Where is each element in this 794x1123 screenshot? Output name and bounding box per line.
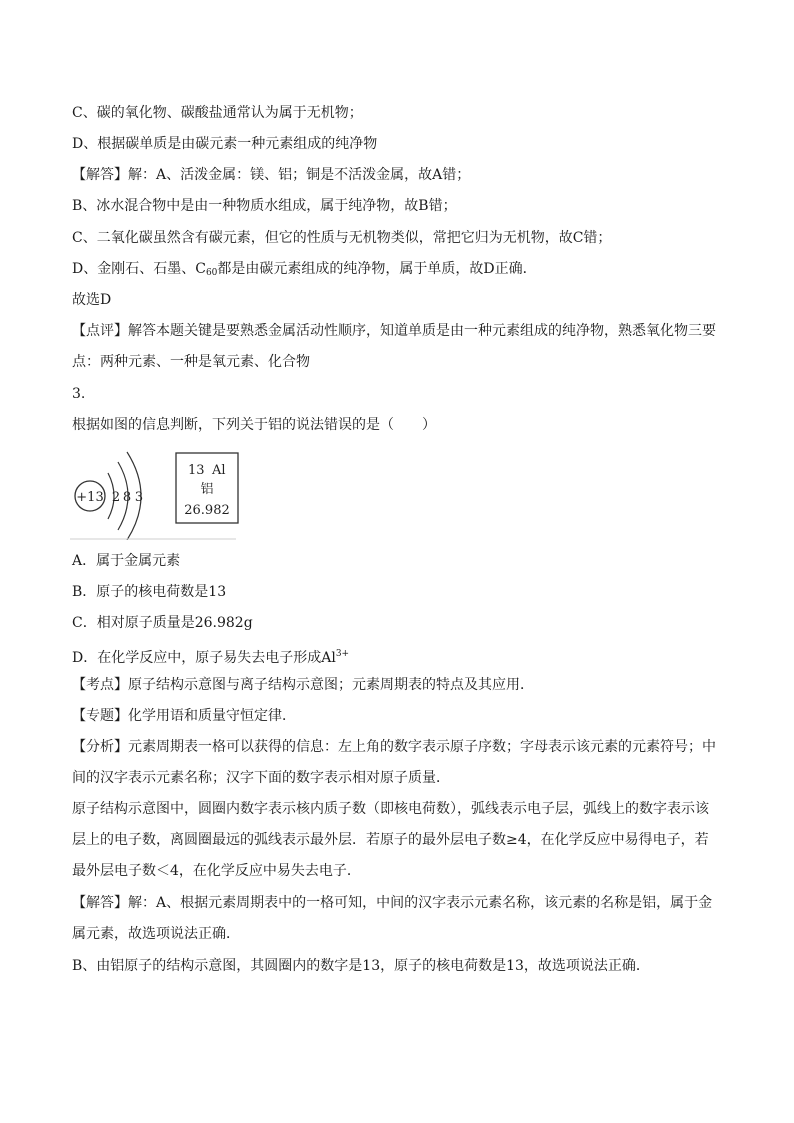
text-line-diamond	[72, 259, 732, 283]
diamond-text-after: 都是由碳元素组成的纯净物，属于单质，故D正确．	[217, 261, 537, 277]
element-name: 铝	[200, 482, 214, 497]
question-stem: 根据如图的信息判断，下列关于铝的说法错误的是（ ）	[72, 417, 436, 433]
aluminum-figure-svg	[70, 444, 240, 540]
text-line-8: 【点评】解答本题关键是要熟悉金属活动性顺序，知道单质是由一种元素组成的纯净物，熟悉氧化物三要	[72, 323, 716, 339]
text-line-1: C、碳的氧化物、碳酸盐通常认为属于无机物；	[72, 105, 363, 121]
text-line-7: 故选D	[72, 292, 112, 308]
element-mass: 26.982	[184, 503, 230, 518]
analysis-line-5: 最外层电子数＜4，在化学反应中易失去电子．	[72, 863, 361, 879]
answer-line-3: B、由铝原子的结构示意图，其圆圈内的数字是13，原子的核电荷数是13，故选项说法正确．	[72, 958, 650, 974]
question-number: 3.	[72, 386, 86, 402]
al-ion-superscript: 3+	[335, 649, 350, 659]
option-d	[72, 644, 732, 668]
analysis-line-1: 【分析】元素周期表一格可以获得的信息：左上角的数字表示原子序数；字母表示该元素的元素符号；中	[72, 739, 716, 755]
shell-label-1: 2	[111, 490, 121, 505]
text-line-4: B、冰水混合物中是由一种物质水组成，属于纯净物，故B错；	[72, 198, 457, 214]
option-b: B．原子的核电荷数是13	[72, 584, 227, 600]
text-line-5: C、二氧化碳虽然含有碳元素，但它的性质与无机物类似，常把它归为无机物，故C错；	[72, 230, 612, 246]
c60-subscript: 60	[205, 268, 218, 278]
answer-line-1: 【解答】解：A、根据元素周期表中的一格可知，中间的汉字表示元素名称，该元素的名称是铝，属于金	[72, 895, 713, 911]
shell-label-3: 3	[134, 490, 144, 505]
kaodian-line: 【考点】原子结构示意图与离子结构示意图；元素周期表的特点及其应用．	[72, 677, 534, 693]
option-c: C．相对原子质量是26.982g	[72, 615, 253, 631]
text-line-9: 点：两种元素、一种是氧元素、化合物	[72, 354, 310, 370]
analysis-line-2: 间的汉字表示元素名称；汉字下面的数字表示相对原子质量．	[72, 770, 450, 786]
shell-label-2: 8	[122, 490, 132, 505]
aluminum-figure	[70, 444, 240, 540]
analysis-line-4: 层上的电子数，离圆圈最远的弧线表示最外层．若原子的最外层电子数≥4，在化学反应中易得电子，若	[72, 832, 709, 848]
diamond-text-before: D、金刚石、石墨、C	[72, 261, 206, 277]
nucleus-label: +13	[76, 490, 104, 505]
answer-line-2: 属元素，故选项说法正确．	[72, 926, 240, 942]
element-number: 13	[188, 463, 205, 478]
option-a: A．属于金属元素	[72, 553, 181, 569]
text-line-2: D、根据碳单质是由碳元素一种元素组成的纯净物	[72, 136, 378, 152]
zhuanti-line: 【专题】化学用语和质量守恒定律．	[72, 708, 296, 724]
option-d-text: D．在化学反应中，原子易失去电子形成Al	[72, 650, 336, 666]
element-symbol: Al	[212, 463, 226, 478]
text-line-3: 【解答】解：A、活泼金属：镁、铝；铜是不活泼金属，故A错；	[72, 167, 471, 183]
analysis-line-3: 原子结构示意图中，圆圈内数字表示核内质子数（即核电荷数），弧线表示电子层，弧线上的数字表示该	[72, 801, 709, 817]
